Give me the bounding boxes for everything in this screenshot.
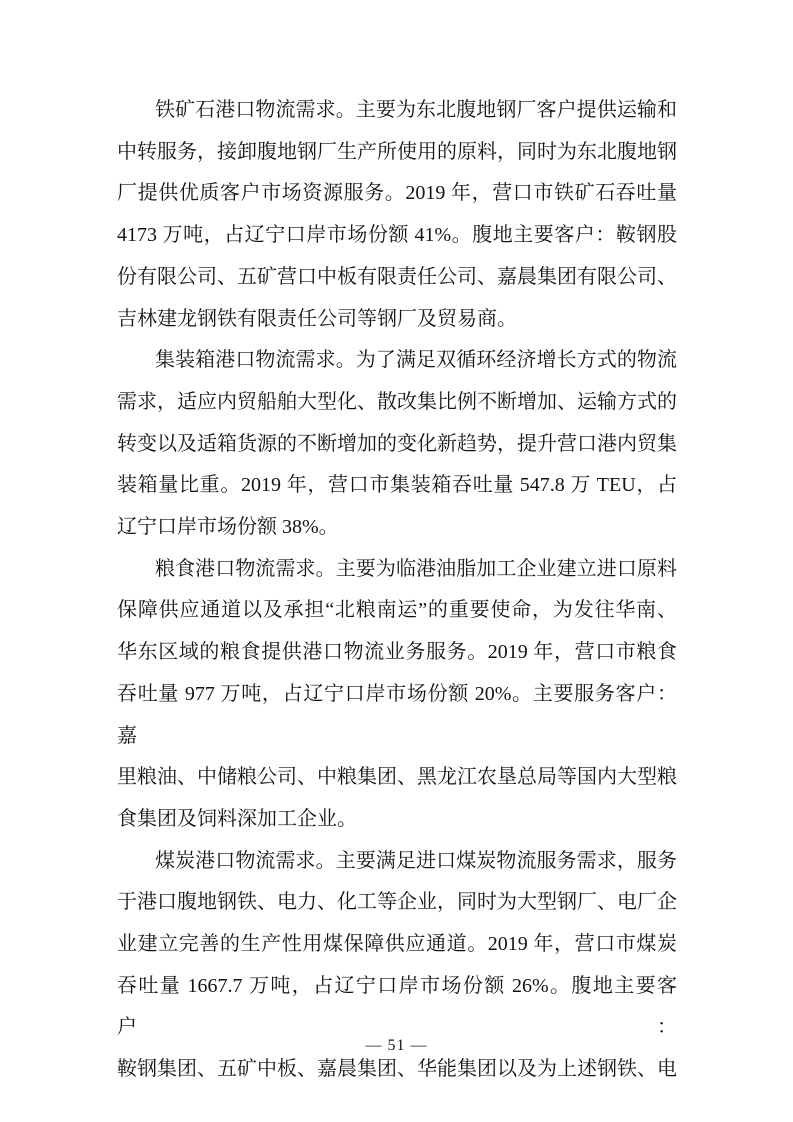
text-line: 华东区域的粮食提供港口物流业务服务。2019 年，营口市粮食	[117, 641, 677, 664]
text-line: 吞吐量 1667.7 万吨，占辽宁口岸市场份额 26%。腹地主要客户：	[117, 974, 677, 1039]
text-line: 吉林建龙钢铁有限责任公司等钢厂及贸易商。	[117, 307, 517, 330]
text-line: 份有限公司、五矿营口中板有限责任公司、嘉晨集团有限公司、	[117, 265, 677, 288]
text-line: 铁矿石港口物流需求。主要为东北腹地钢厂客户提供运输和	[155, 99, 677, 121]
text-line: 粮食港口物流需求。主要为临港油脂加工企业建立进口原料	[155, 557, 677, 580]
text-line: 装箱量比重。2019 年，营口市集装箱吞吐量 547.8 万 TEU，占	[117, 474, 677, 497]
text-line: 食集团及饲料深加工企业。	[117, 807, 357, 830]
paragraph-container	[117, 340, 677, 549]
page-body-text	[117, 90, 677, 1091]
paragraph-grain	[117, 549, 677, 841]
text-line: 辽宁口岸市场份额 38%。	[117, 516, 339, 539]
text-line: 里粮油、中储粮公司、中粮集团、黑龙江农垦总局等国内大型粮	[117, 766, 677, 789]
text-line: 中转服务，接卸腹地钢厂生产所使用的原料，同时为东北腹地钢	[117, 140, 677, 163]
page-number: — 51 —	[365, 1037, 428, 1054]
text-line: 业建立完善的生产性用煤保障供应通道。2019 年，营口市煤炭	[117, 933, 677, 956]
paragraph-iron-ore	[117, 90, 677, 340]
text-line: 吞吐量 977 万吨，占辽宁口岸市场份额 20%。主要服务客户：嘉	[117, 682, 677, 747]
text-line: 转变以及适箱货源的不断增加的变化新趋势，提升营口港内贸集	[117, 432, 677, 455]
text-line: 保障供应通道以及承担“北粮南运”的重要使命，为发往华南、	[117, 599, 677, 622]
text-line: 厂提供优质客户市场资源服务。2019 年，营口市铁矿石吞吐量	[117, 182, 677, 205]
text-line: 鞍钢集团、五矿中板、嘉晨集团、华能集团以及为上述钢铁、电	[117, 1058, 677, 1081]
text-line: 4173 万吨，占辽宁口岸市场份额 41%。腹地主要客户：鞍钢股	[117, 224, 677, 247]
text-line: 于港口腹地钢铁、电力、化工等企业，同时为大型钢厂、电厂企	[117, 891, 677, 914]
text-line: 煤炭港口物流需求。主要满足进口煤炭物流服务需求，服务	[155, 849, 677, 872]
text-line: 需求，适应内贸船舶大型化、散改集比例不断增加、运输方式的	[117, 390, 677, 413]
text-line: 集装箱港口物流需求。为了满足双循环经济增长方式的物流	[155, 349, 677, 372]
